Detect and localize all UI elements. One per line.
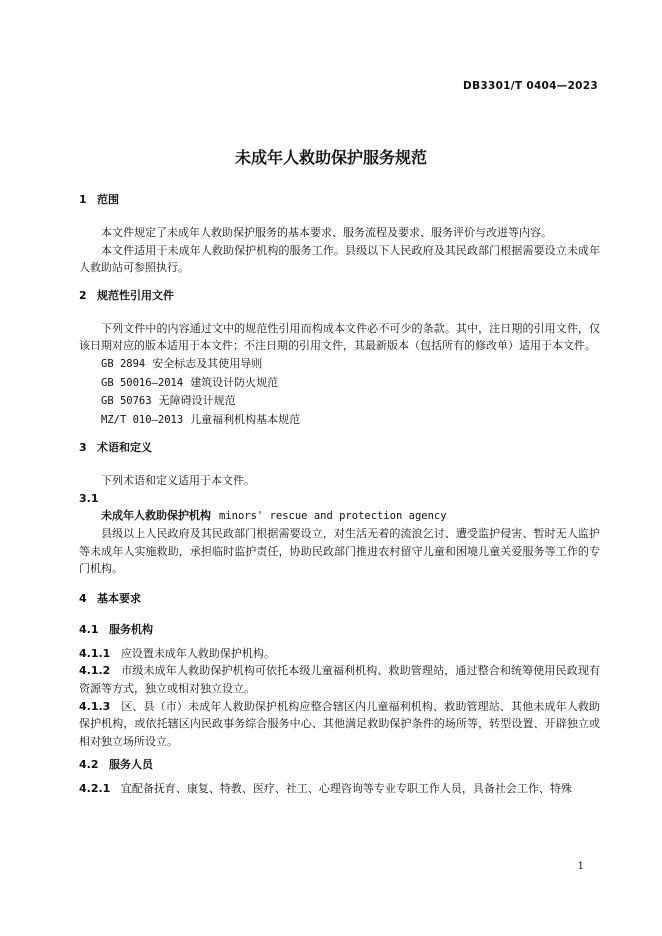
clause-number: 4.2.1 — [79, 782, 111, 796]
paragraph: 下列术语和定义适用于本文件。 — [101, 474, 255, 488]
reference-item — [79, 374, 600, 393]
term-number: 3.1 — [79, 491, 99, 505]
section-title: 基本要求 — [97, 591, 141, 605]
reference-name: 无障碍设计规范 — [158, 394, 236, 408]
term-name — [79, 507, 600, 525]
subsection-title: 服务人员 — [109, 758, 153, 772]
reference-code: GB 2894 — [101, 357, 146, 370]
clause — [79, 662, 600, 697]
clause — [79, 698, 600, 751]
section-number: 1 — [79, 193, 87, 206]
reference-item — [79, 392, 600, 411]
document-code: DB3301/T 0404—2023 — [463, 80, 598, 92]
clause-text: 应设置未成年人救助保护机构。 — [120, 646, 275, 660]
reference-item — [79, 355, 600, 374]
clause-number: 4.1.2 — [79, 664, 111, 678]
subsection-4-2-heading — [79, 758, 600, 772]
term-name-en: minors' rescue and protection agency — [219, 509, 447, 522]
section-number: 4 — [79, 591, 87, 605]
clause-text: 宜配备抚育、康复、特教、医疗、社工、心理咨询等专业专职工作人员，具备社会工作、特殊 — [120, 782, 572, 796]
section-4-heading — [79, 592, 600, 606]
subsection-number: 4.1 — [79, 622, 99, 636]
subsection-title: 服务机构 — [109, 622, 153, 636]
clause-number: 4.1.1 — [79, 646, 111, 660]
reference-name: 儿童福利机构基本规范 — [190, 412, 301, 426]
document-body — [79, 193, 600, 798]
section-1-heading — [79, 193, 600, 207]
document-title: 未成年人救助保护服务规范 — [234, 148, 427, 167]
paragraph: 本文件适用于未成年人救助保护机构的服务工作。县级以下人民政府及其民政部门根据需要设立未成年人救助站可参照执行。 — [79, 243, 600, 275]
section-title: 范围 — [97, 193, 119, 206]
page-number: 1 — [577, 861, 584, 872]
section-title: 术语和定义 — [97, 441, 152, 455]
reference-code: GB 50016—2014 — [101, 376, 184, 389]
paragraph: 下列文件中的内容通过文中的规范性引用而构成本文件必不可少的条款。其中，注日期的引用文件，仅该日期对应的版本适用于本文件；不注日期的引用文件，其最新版本（包括所有的修改单）适用于本文件。 — [79, 321, 600, 353]
section-number: 2 — [79, 288, 87, 302]
clause — [79, 780, 600, 798]
reference-name: 建筑设计防火规范 — [190, 375, 279, 389]
section-2-heading — [79, 289, 600, 303]
reference-name: 安全标志及其使用导则 — [152, 356, 263, 370]
clause-text: 区、县（市）未成年人救助保护机构应整合辖区内儿童福利机构、救助管理站、其他未成年人救助保护机构，或依托辖区内民政事务综合服务中心、其他满足救助保护条件的场所等，转型设置、开辟独立或相对独立场所设立。 — [79, 699, 600, 748]
reference-code: GB 50763 — [101, 395, 152, 408]
paragraph: 本文件规定了未成年人救助保护服务的基本要求、服务流程及要求、服务评价与改进等内容。 — [101, 226, 552, 239]
section-title: 规范性引用文件 — [97, 288, 174, 302]
clause-text: 市级未成年人救助保护机构可依托本级儿童福利机构、救助管理站，通过整合和统筹使用民政现有资源等方式，独立或相对独立设立。 — [79, 664, 600, 695]
section-3-heading — [79, 441, 600, 455]
section-number: 3 — [79, 441, 87, 455]
reference-code: MZ/T 010—2013 — [101, 413, 184, 426]
term-name-zh: 未成年人救助保护机构 — [101, 508, 211, 522]
subsection-4-1-heading — [79, 623, 600, 637]
term-definition: 县级以上人民政府及其民政部门根据需要设立，对生活无着的流浪乞讨、遭受监护侵害、暂时无人监护等未成年人实施救助，承担临时监护责任，协助民政部门推进农村留守儿童和困境儿童关爱服务等工作的专门机构。 — [79, 526, 600, 576]
clause-number: 4.1.3 — [79, 699, 111, 713]
clause — [79, 645, 600, 663]
subsection-number: 4.2 — [79, 758, 99, 772]
reference-item — [79, 411, 600, 430]
